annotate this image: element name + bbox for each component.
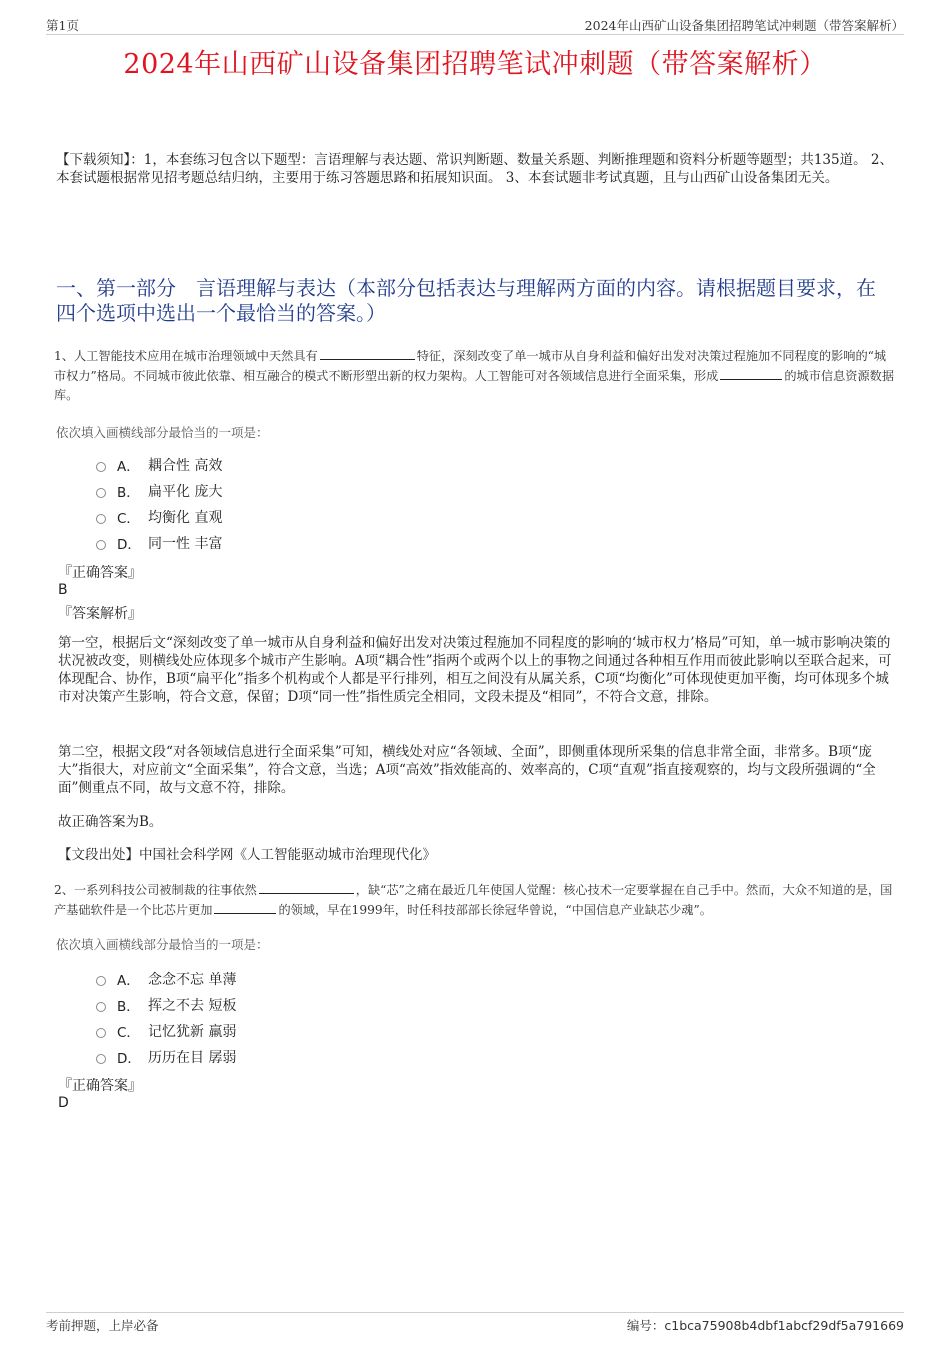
- radio-icon[interactable]: [96, 1002, 106, 1012]
- page-number: 第1页: [46, 18, 79, 33]
- radio-icon[interactable]: [96, 1028, 106, 1038]
- q2-blank-1: [259, 880, 354, 894]
- page-header: [46, 14, 904, 35]
- q1-prompt: 依次填入画横线部分最恰当的一项是：: [56, 425, 269, 440]
- header-doc-name: 2024年山西矿山设备集团招聘笔试冲刺题（带答案解析）: [584, 18, 904, 33]
- q2-blank-2: [214, 900, 276, 914]
- footer-slogan: 考前押题，上岸必备: [46, 1318, 159, 1333]
- q1-conclusion: 故正确答案为B。: [58, 814, 163, 830]
- q2-text-c: 的领域，早在1999年，时任科技部部长徐冠华曾说，“中国信息产业缺芯少魂”。: [278, 903, 712, 917]
- q1-option-b[interactable]: B． 扁平化 庞大: [96, 478, 222, 504]
- q1-option-d[interactable]: D． 同一性 丰富: [96, 530, 222, 556]
- q2-text-b: ，缺“芯”之痛在最近几年使国人觉醒：核心技术一定要掌握在自己手中。然而，大众不知道的是，国产基础软件是一个比芯片更加: [54, 883, 893, 917]
- q1-text-b: 特征，深刻改变了单一城市从自身利益和偏好出发对决策过程施加不同程度的影响的“城市权力”格局。不同城市彼此依靠、相互融合的模式不断形塑出新的权力架构。人工智能可对各领域信息进行全面采集，形成: [54, 349, 887, 383]
- q1-answer: B: [58, 582, 68, 598]
- q1-analysis-2: 第二空，根据文段“对各领域信息进行全面采集”可知，横线处对应“各领域、全面”，即侧重体现所采集的信息非常全面，非常多。B项“庞大”指很大，对应前文“全面采集”，符合文意，当选；A项“高效”指效能高的、效率高的，C项“直观”指直接观察的，均与文段所强调的“全面”侧重点不同，故与文意不符，排除。: [58, 744, 876, 796]
- q2-text-a: 2、一系列科技公司被制裁的往事依然: [54, 883, 257, 897]
- radio-icon[interactable]: [96, 514, 106, 524]
- q1-analysis-label: 『答案解析』: [58, 606, 142, 622]
- q2-prompt: 依次填入画横线部分最恰当的一项是：: [56, 937, 269, 952]
- radio-icon[interactable]: [96, 488, 106, 498]
- q1-option-c[interactable]: C． 均衡化 直观: [96, 504, 222, 530]
- section-heading: 一、第一部分 言语理解与表达（本部分包括表达与理解两方面的内容。请根据题目要求，在四个选项中选出一个最恰当的答案。）: [56, 276, 876, 325]
- q1-text-c: 的城市信息资源数据库。: [54, 369, 895, 402]
- q1-option-a[interactable]: A． 耦合性 高效: [96, 452, 222, 478]
- q2-option-c[interactable]: C． 记忆犹新 羸弱: [96, 1018, 236, 1044]
- radio-icon[interactable]: [96, 462, 106, 472]
- document-title: 2024年山西矿山设备集团招聘笔试冲刺题（带答案解析）: [123, 49, 827, 80]
- q1-blank-1: [320, 346, 415, 360]
- download-notice: 【下载须知】：1，本套练习包含以下题型：言语理解与表达题、常识判断题、数量关系题、判断推理题和资料分析题等题型；共135道。 2、本套试题根据常见招考题总结归纳，主要用于练习答题思路和拓展知识面。 3、本套试题非考试真题，且与山西矿山设备集团无关。: [56, 152, 893, 186]
- q2-option-b[interactable]: B． 挥之不去 短板: [96, 992, 236, 1018]
- q2-option-d[interactable]: D． 历历在目 孱弱: [96, 1044, 236, 1070]
- radio-icon[interactable]: [96, 1054, 106, 1064]
- question-1-stem: [54, 346, 898, 405]
- q1-blank-2: [720, 366, 782, 380]
- footer-doc-id: 编号：c1bca75908b4dbf1abcf29df5a791669: [626, 1318, 904, 1333]
- q1-source: 【文段出处】中国社会科学网《人工智能驱动城市治理现代化》: [58, 847, 436, 863]
- radio-icon[interactable]: [96, 976, 106, 986]
- radio-icon[interactable]: [96, 540, 106, 550]
- page-footer: [46, 1312, 904, 1335]
- q2-options: [96, 966, 236, 1070]
- q1-options: [96, 452, 222, 556]
- q2-answer-label: 『正确答案』: [58, 1078, 142, 1094]
- question-2-stem: [54, 880, 898, 920]
- q2-answer: D: [58, 1095, 69, 1111]
- q1-answer-label: 『正确答案』: [58, 565, 142, 581]
- q1-analysis-1: 第一空，根据后文“深刻改变了单一城市从自身利益和偏好出发对决策过程施加不同程度的影响的‘城市权力’格局”可知，单一城市影响决策的状况被改变，则横线处应体现多个城市产生影响。A项“耦合性”指两个或两个以上的事物之间通过各种相互作用而彼此影响以至联合起来，可体现配合、协作，B项“扁平化”指多个机构或个人都是平行排列，相互之间没有从属关系，C项“均衡化”可体现使更加平衡，均可体现多个城市对决策产生影响，符合文意，保留；D项“同一性”指性质完全相同，文段未提及“相同”，不符合文意，排除。: [58, 635, 892, 705]
- q2-option-a[interactable]: A． 念念不忘 单薄: [96, 966, 236, 992]
- q1-text-a: 1、人工智能技术应用在城市治理领域中天然具有: [54, 349, 318, 363]
